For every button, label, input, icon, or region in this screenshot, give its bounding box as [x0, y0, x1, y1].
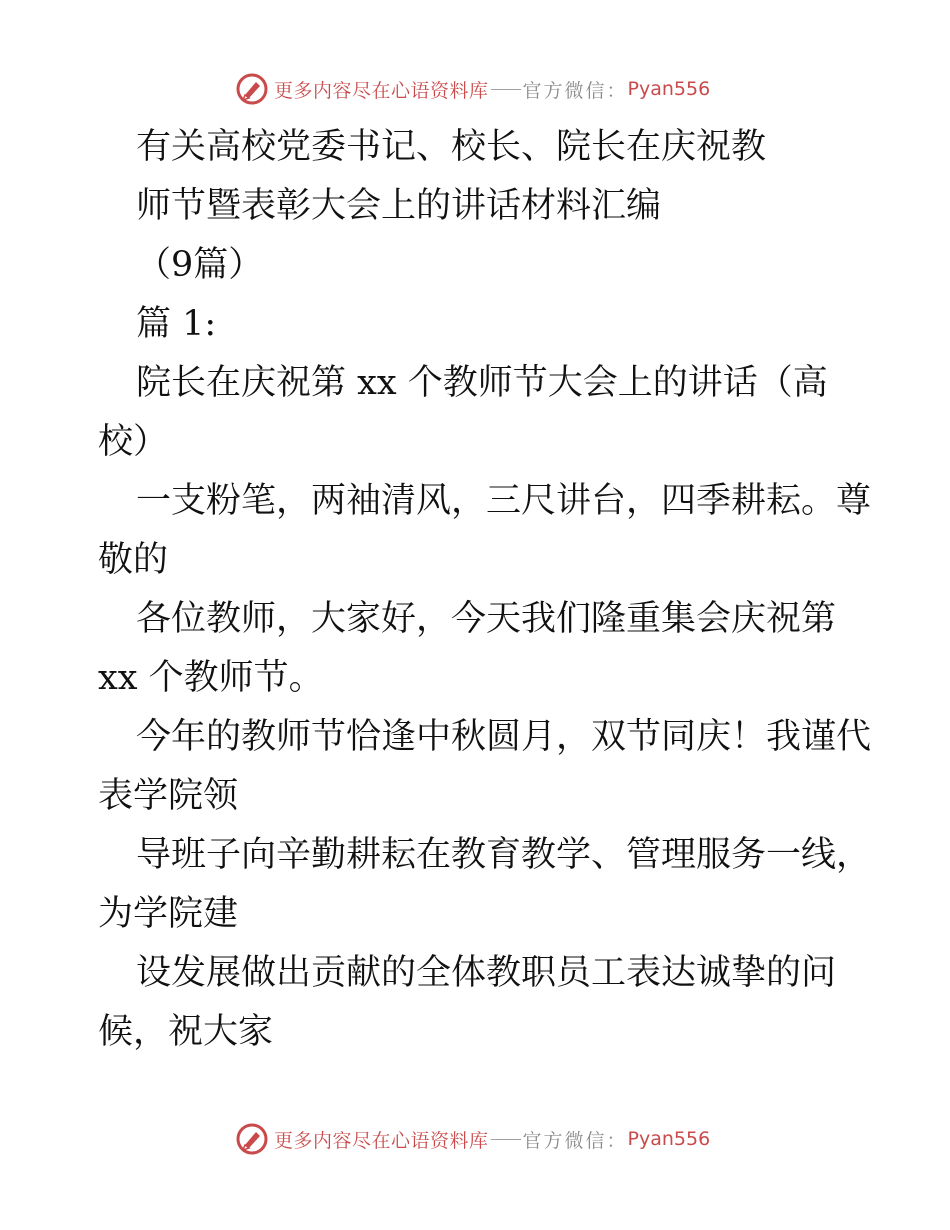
pen-seal-icon: [236, 1123, 268, 1155]
watermark-divider: [491, 89, 521, 90]
watermark-wechat-label: 官方微信：: [522, 79, 628, 102]
paragraph-line: 表学院领: [98, 776, 239, 816]
header-watermark: [236, 72, 710, 106]
paragraph-line: xx 个教师节。: [98, 658, 324, 698]
watermark-brand: 更多内容尽在心语资料库: [274, 1129, 489, 1152]
speech-title-line-2: 校）: [98, 422, 169, 462]
pen-seal-icon: [236, 73, 268, 105]
paragraph-line: 各位教师，大家好，今天我们隆重集会庆祝第: [136, 599, 837, 639]
watermark-account: Pyan556: [627, 78, 711, 100]
paragraph-line: 候，祝大家: [98, 1012, 274, 1052]
document-title-line-1: 有关高校党委书记、校长、院长在庆祝教: [136, 127, 767, 167]
speech-title-line-1: 院长在庆祝第 xx 个教师节大会上的讲话（高: [136, 363, 828, 403]
paragraph-line: 一支粉笔，两袖清风，三尺讲台，四季耕耘。尊: [136, 481, 872, 521]
document-title-count: （9篇）: [136, 245, 264, 285]
paragraph-line: 今年的教师节恰逢中秋圆月，双节同庆！我谨代: [136, 717, 872, 757]
document-title-line-2: 师节暨表彰大会上的讲话材料汇编: [136, 186, 662, 226]
footer-watermark: [236, 1122, 710, 1156]
paragraph-line: 为学院建: [98, 894, 239, 934]
watermark-wechat-label: 官方微信：: [522, 1129, 628, 1152]
watermark-divider: [491, 1139, 521, 1140]
watermark-account: Pyan556: [627, 1128, 711, 1150]
section-label: 篇 1:: [136, 304, 217, 344]
paragraph-line: 导班子向辛勤耕耘在教育教学、管理服务一线，: [136, 835, 872, 875]
watermark-brand: 更多内容尽在心语资料库: [274, 79, 489, 102]
paragraph-line: 设发展做出贡献的全体教职员工表达诚挚的问: [136, 953, 837, 993]
paragraph-line: 敬的: [98, 540, 169, 580]
document-body: [98, 118, 872, 1062]
